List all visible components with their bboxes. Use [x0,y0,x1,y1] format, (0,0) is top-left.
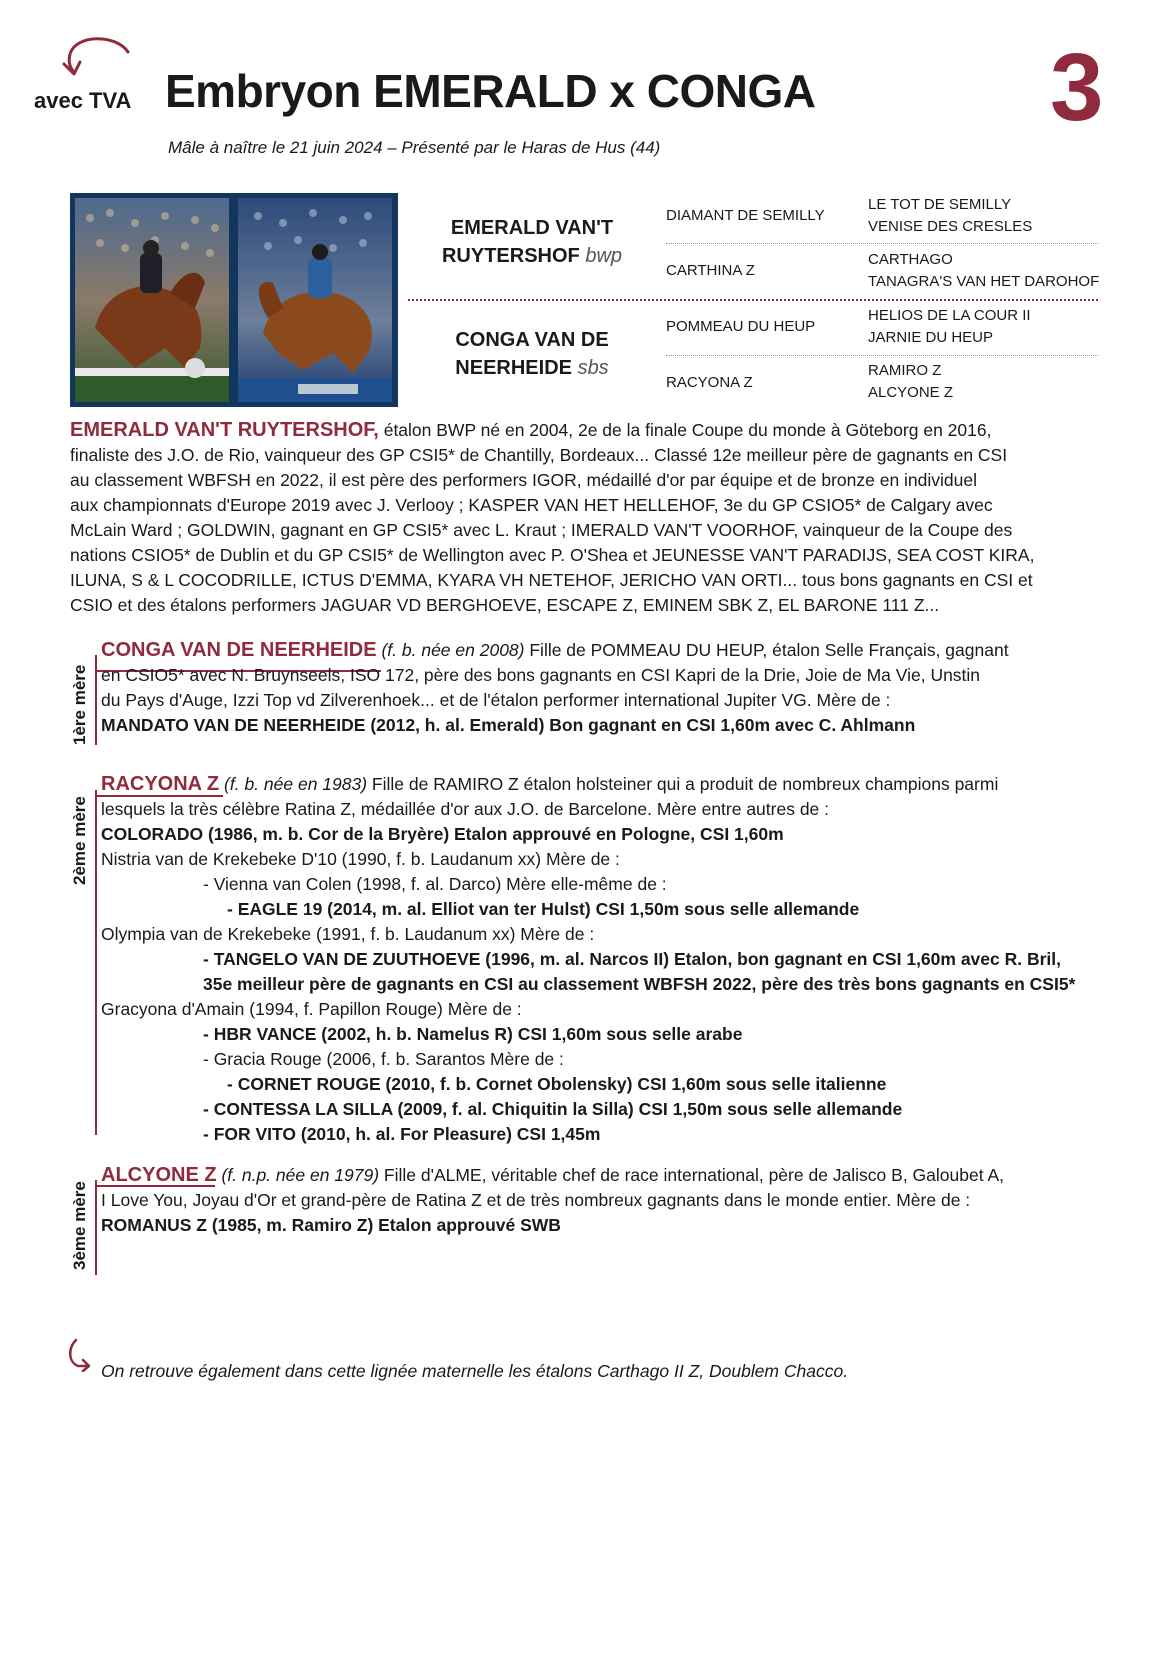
mere2-offspring: - TANGELO VAN DE ZUUTHOEVE (1996, m. al. Narcos II) Etalon, bon gagnant en CSI 1,60m avec R. Bril, [203,949,1062,969]
mere2-section [101,772,1101,1147]
mere2-text-line: Nistria van de Krekebeke D'10 (1990, f. b. Laudanum xx) Mère de : [101,849,620,869]
gg-2: VENISE DES CRESLES [868,218,1033,235]
gg-5: HELIOS DE LA COUR II [868,307,1031,324]
mere1-text-line: en CSIO5* avec N. Bruynseels, ISO 172, père des bons gagnants en CSI Kapri de la Drie, Joie de Ma Vie, Unstin [101,665,981,685]
sire-text-line: étalon BWP né en 2004, 2e de la finale Coupe du monde à Göteborg en 2016, [378,420,992,440]
vat-label: avec TVA [34,88,132,113]
dam-name-line2: NEERHEIDE [455,357,572,379]
sire-heading: EMERALD VAN'T RUYTERSHOF, [70,419,379,441]
mere1-label: 1ère mère [70,664,89,745]
gg-1: LE TOT DE SEMILLY [868,196,1012,213]
mere2-text-line: Fille de RAMIRO Z étalon holsteiner qui a produit de nombreux champions parmi [367,774,999,794]
mere3-text-line: Fille d'ALME, véritable chef de race international, père de Jalisco B, Galoubet A, [379,1165,1004,1185]
page-title: Embryon EMERALD x CONGA [165,65,816,117]
sire-text-line: ILUNA, S & L COCODRILLE, ICTUS D'EMMA, KYARA VH NETEHOF, JERICHO VAN ORTI... tous bons gagnants en CSI et [70,570,1033,590]
gg-4: TANAGRA'S VAN HET DAROHOF [868,273,1100,290]
pedigree-main-divider [408,299,1098,301]
dam-dam: RACYONA Z [666,374,753,391]
sire-text-line: nations CSIO5* de Dublin et du GP CSI5* de Wellington avec P. O'Shea et JEUNESSE VAN'T PARADIJS, SEA COST KIRA, [70,545,1035,565]
mere2-text-line: lesquels la très célèbre Ratina Z, médaillée d'or aux J.O. de Barcelone. Mère entre autres de : [101,799,830,819]
curved-arrow-icon [56,32,136,84]
mere1-text-line: Fille de POMMEAU DU HEUP, étalon Selle Français, gagnant [524,640,1009,660]
dam-name-line1: CONGA VAN DE [455,329,609,351]
mere3-name: ALCYONE Z [101,1164,217,1186]
mere2-text-line: - Gracia Rouge (2006, f. b. Sarantos Mère de : [203,1049,564,1069]
mere3-label: 3ème mère [70,1181,89,1270]
sire-name-line1: EMERALD VAN'T [450,217,614,239]
mere2-offspring: - EAGLE 19 (2014, m. al. Elliot van ter Hulst) CSI 1,50m sous selle allemande [227,899,860,919]
mere2-offspring: - CONTESSA LA SILLA (2009, f. al. Chiquitin la Silla) CSI 1,50m sous selle allemande [203,1099,903,1119]
footer-note: On retrouve également dans cette lignée maternelle les étalons Carthago II Z, Doublem Chacco. [101,1361,849,1381]
sire-dam: CARTHINA Z [666,262,755,279]
mere1-text-line: du Pays d'Auge, Izzi Top vd Zilverenhoek... et de l'étalon performer international Jupiter VG. Mère de : [101,690,891,710]
pedigree-sire [412,214,652,270]
sire-name-line2: RUYTERSHOF [441,245,580,267]
photo-left-jumping [75,198,229,402]
mere2-bar [95,790,97,1135]
mere3-offspring: ROMANUS Z (1985, m. Ramiro Z) Etalon approuvé SWB [101,1215,561,1235]
sire-text-line: finaliste des J.O. de Rio, vainqueur des GP CSI5* de Chantilly, Bordeaux... Classé 12e meilleur père de gagnants en CSI [70,445,1008,465]
gg-7: RAMIRO Z [868,362,942,379]
mere2-offspring: - HBR VANCE (2002, h. b. Namelus R) CSI 1,60m sous selle arabe [203,1024,743,1044]
pedigree-divider [666,243,1098,244]
mere3-info: (f. n.p. née en 1979) [221,1165,380,1185]
lot-number: 3 [1050,34,1104,141]
mere2-offspring: - FOR VITO (2010, h. al. For Pleasure) CSI 1,45m [203,1124,601,1144]
mere2-offspring: 35e meilleur père de gagnants en CSI au classement WBFSH 2022, père des très bons gagnants en CSI5* [203,974,1076,994]
sire-text-line: CSIO et des étalons performers JAGUAR VD BERGHOEVE, ESCAPE Z, EMINEM SBK Z, EL BARONE 111 Z... [70,595,940,615]
mere2-text-line: Olympia van de Krekebeke (1991, f. b. Laudanum xx) Mère de : [101,924,595,944]
mere2-text-line: Gracyona d'Amain (1994, f. Papillon Rouge) Mère de : [101,999,522,1019]
dam-sire: POMMEAU DU HEUP [666,318,816,335]
sire-text-line: aux championnats d'Europe 2019 avec J. Verlooy ; KASPER VAN HET HELLEHOF, 3e du GP CSIO5* de Calgary avec [70,495,993,515]
mere3-bar [95,1180,97,1275]
dam-breed: sbs [577,357,609,379]
mere2-offspring: COLORADO (1986, m. b. Cor de la Bryère) Etalon approuvé en Pologne, CSI 1,60m [101,824,784,844]
sire-breed: bwp [585,245,623,267]
gg-3: CARTHAGO [868,251,953,268]
sire-text-line: au classement WBFSH en 2022, il est père des performers IGOR, médaillé d'or par équipe et de bronze en individuel [70,470,978,490]
mere2-label: 2ème mère [70,796,89,885]
mere1-name: CONGA VAN DE NEERHEIDE [101,639,377,661]
mere3-text-line: I Love You, Joyau d'Or et grand-père de Ratina Z et de très nombreux gagnants dans le monde entier. Mère de : [101,1190,971,1210]
mere1-bar [95,655,97,745]
mere2-offspring: - CORNET ROUGE (2010, f. b. Cornet Obolensky) CSI 1,60m sous selle italienne [227,1074,887,1094]
pedigree-divider [666,355,1098,356]
gg-8: ALCYONE Z [868,384,954,401]
gg-6: JARNIE DU HEUP [868,329,994,346]
pedigree-dam [412,326,652,382]
mere2-name: RACYONA Z [101,773,220,795]
sire-sire: DIAMANT DE SEMILLY [666,207,825,224]
mere2-text-line: - Vienna van Colen (1998, f. al. Darco) Mère elle-même de : [203,874,667,894]
return-arrow-icon [66,1338,92,1372]
horse-photo [70,193,398,407]
sire-text-line: McLain Ward ; GOLDWIN, gagnant en GP CSI5* avec L. Kraut ; IMERALD VAN'T VOORHOF, vainqueur de la Coupe des [70,520,1013,540]
mere1-info: (f. b. née en 2008) [381,640,525,660]
mere1-offspring: MANDATO VAN DE NEERHEIDE (2012, h. al. Emerald) Bon gagnant en CSI 1,60m avec C. Ahlmann [101,715,916,735]
photo-right-jumping [238,198,392,402]
mere2-info: (f. b. née en 1983) [224,774,368,794]
subtitle: Mâle à naître le 21 juin 2024 – Présenté par le Haras de Hus (44) [168,138,661,157]
